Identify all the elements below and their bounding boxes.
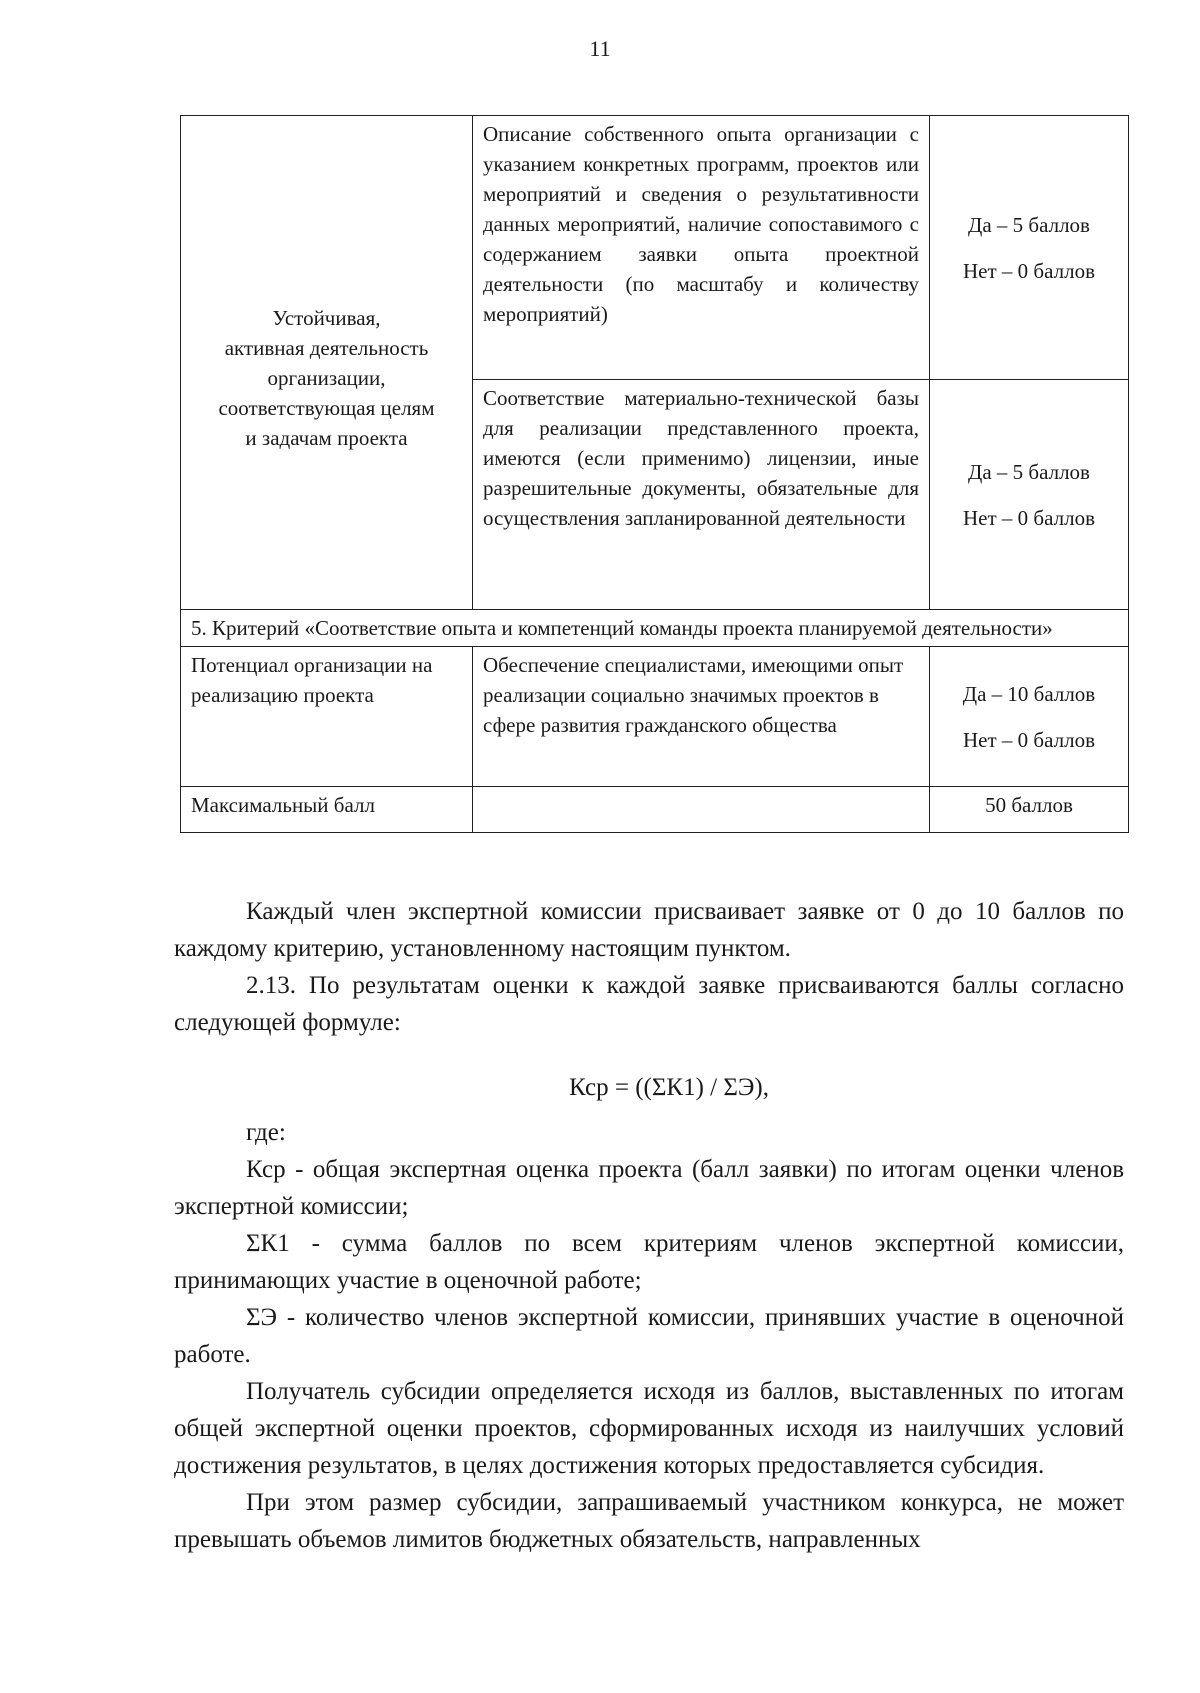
indicator-cell xyxy=(473,647,930,787)
table-row xyxy=(181,787,1129,833)
indicator-text: Описание собственного опыта организации с указанием конкретных программ, проектов или мероприятий и сведения о результативности данных мероприятий, наличие сопоставимого с содержанием заявки опыта проектной деятельности (по масштабу и количеству мероприятий) xyxy=(483,122,919,326)
section-header-row xyxy=(181,610,1129,647)
score-no: Нет – 0 баллов xyxy=(963,505,1095,530)
max-score-label: Максимальный балл xyxy=(181,787,473,833)
indicator-cell xyxy=(473,116,930,380)
paragraph: ΣЭ - количество членов экспертной комиссии, принявших участие в оценочной работе. xyxy=(174,1304,1124,1368)
page-number: 11 xyxy=(589,36,611,61)
score-yes: Да – 10 баллов xyxy=(962,681,1096,706)
score-cell xyxy=(930,116,1129,380)
criteria-table xyxy=(180,115,1129,833)
score-cell xyxy=(930,647,1129,787)
body-text xyxy=(174,893,1124,1558)
criterion-name-cell xyxy=(181,647,473,787)
table-row xyxy=(181,116,1129,380)
paragraph: 2.13. По результатам оценки к каждой заявке присваиваются баллы согласно следующей формуле: xyxy=(174,972,1124,1036)
score-yes: Да – 5 баллов xyxy=(968,212,1090,237)
criterion-name-cell xyxy=(181,116,473,610)
score-cell xyxy=(930,380,1129,610)
empty-cell xyxy=(473,787,930,833)
section-header: 5. Критерий «Соответствие опыта и компетенций команды проекта планируемой деятельности» xyxy=(181,610,1129,647)
paragraph: где: xyxy=(246,1119,286,1146)
max-score-value: 50 баллов xyxy=(930,787,1129,833)
paragraph: Получатель субсидии определяется исходя из баллов, выставленных по итогам общей экспертной оценки проектов, сформированных исходя из наилучших условий достижения результатов, в целях достижения которых предоставляется субсидия. xyxy=(174,1378,1124,1479)
indicator-text: Соответствие материально-технической базы для реализации представленного проекта, имеются (если применимо) лицензии, иные разрешительные документы, обязательные для осуществления запланированной деятельности xyxy=(483,386,919,530)
paragraph: ΣК1 - сумма баллов по всем критериям членов экспертной комиссии, принимающих участие в оценочной работе; xyxy=(174,1230,1124,1294)
formula: Кср = ((ΣК1) / ΣЭ), xyxy=(568,1074,770,1101)
paragraph: Кср - общая экспертная оценка проекта (балл заявки) по итогам оценки членов экспертной комиссии; xyxy=(174,1156,1124,1220)
indicator-cell xyxy=(473,380,930,610)
score-no: Нет – 0 баллов xyxy=(963,258,1095,283)
score-yes: Да – 5 баллов xyxy=(968,459,1090,484)
paragraph: Каждый член экспертной комиссии присваивает заявке от 0 до 10 баллов по каждому критерию, установленному настоящим пунктом. xyxy=(174,898,1124,962)
indicator-text: Обеспечение специалистами, имеющими опыт реализации социально значимых проектов в сфере развития гражданского общества xyxy=(483,653,904,737)
score-no: Нет – 0 баллов xyxy=(963,727,1095,752)
paragraph: При этом размер субсидии, запрашиваемый участником конкурса, не может превышать объемов лимитов бюджетных обязательств, направленных xyxy=(174,1489,1124,1553)
criterion-name: Устойчивая, активная деятельность организации, соответствующая целям и задачам проекта xyxy=(218,305,435,450)
criterion-name: Потенциал организации на реализацию проекта xyxy=(191,653,433,707)
table-row xyxy=(181,647,1129,787)
